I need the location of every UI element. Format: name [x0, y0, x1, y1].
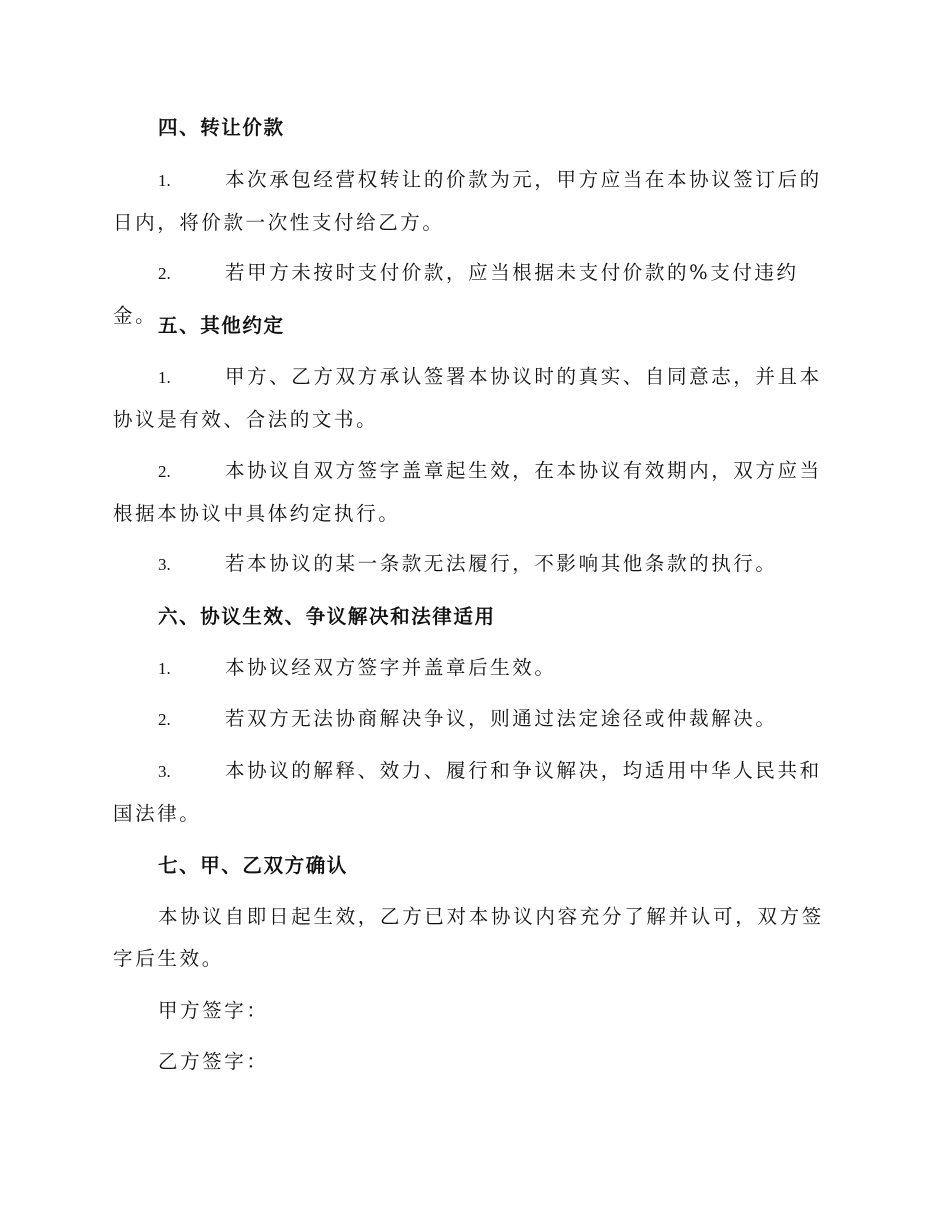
clause-text: 若甲方未按时支付价款，应当根据未支付价款的%支付违约金。 [113, 261, 799, 327]
clause-5-3 [113, 543, 838, 586]
clause-text: 本协议自双方签字盖章起生效，在本协议有效期内，双方应当根据本协议中具体约定执行。 [113, 459, 822, 525]
section-heading-5: 五、其他约定 [158, 314, 285, 337]
clause-number: 2. [158, 264, 171, 283]
clause-number: 3. [158, 555, 171, 574]
clause-number: 1. [158, 171, 171, 190]
clause-number: 2. [158, 462, 171, 481]
clause-number: 1. [158, 659, 171, 678]
clause-4-1 [113, 159, 838, 244]
clause-text: 若本协议的某一条款无法履行，不影响其他条款的执行。 [225, 552, 778, 575]
party-b-signature-label: 乙方签字： [158, 1050, 269, 1073]
clause-6-1 [113, 647, 838, 690]
clause-6-2 [113, 698, 838, 741]
clause-number: 3. [158, 762, 171, 781]
clause-text: 若双方无法协商解决争议，则通过法定途径或仲裁解决。 [225, 707, 778, 730]
clause-5-2 [113, 450, 838, 535]
party-a-signature-label: 甲方签字： [158, 999, 269, 1022]
confirmation-paragraph: 本协议自即日起生效，乙方已对本协议内容充分了解并认可，双方签字后生效。 [113, 905, 825, 970]
clause-number: 1. [158, 368, 171, 387]
section-heading-7: 七、甲、乙双方确认 [158, 854, 348, 877]
clause-text: 本协议经双方签字并盖章后生效。 [225, 656, 557, 679]
section-heading-6: 六、协议生效、争议解决和法律适用 [158, 605, 496, 628]
clause-text: 本次承包经营权转让的价款为元，甲方应当在本协议签订后的日内，将价款一次性支付给乙方。 [113, 168, 822, 234]
clause-text: 本协议的解释、效力、履行和争议解决，均适用中华人民共和国法律。 [113, 759, 822, 825]
clause-number: 2. [158, 710, 171, 729]
clause-5-1 [113, 356, 838, 441]
section-heading-4: 四、转让价款 [158, 116, 285, 139]
clause-6-3 [113, 750, 838, 835]
clause-text: 甲方、乙方双方承认签署本协议时的真实、自同意志，并且本协议是有效、合法的文书。 [113, 365, 822, 431]
